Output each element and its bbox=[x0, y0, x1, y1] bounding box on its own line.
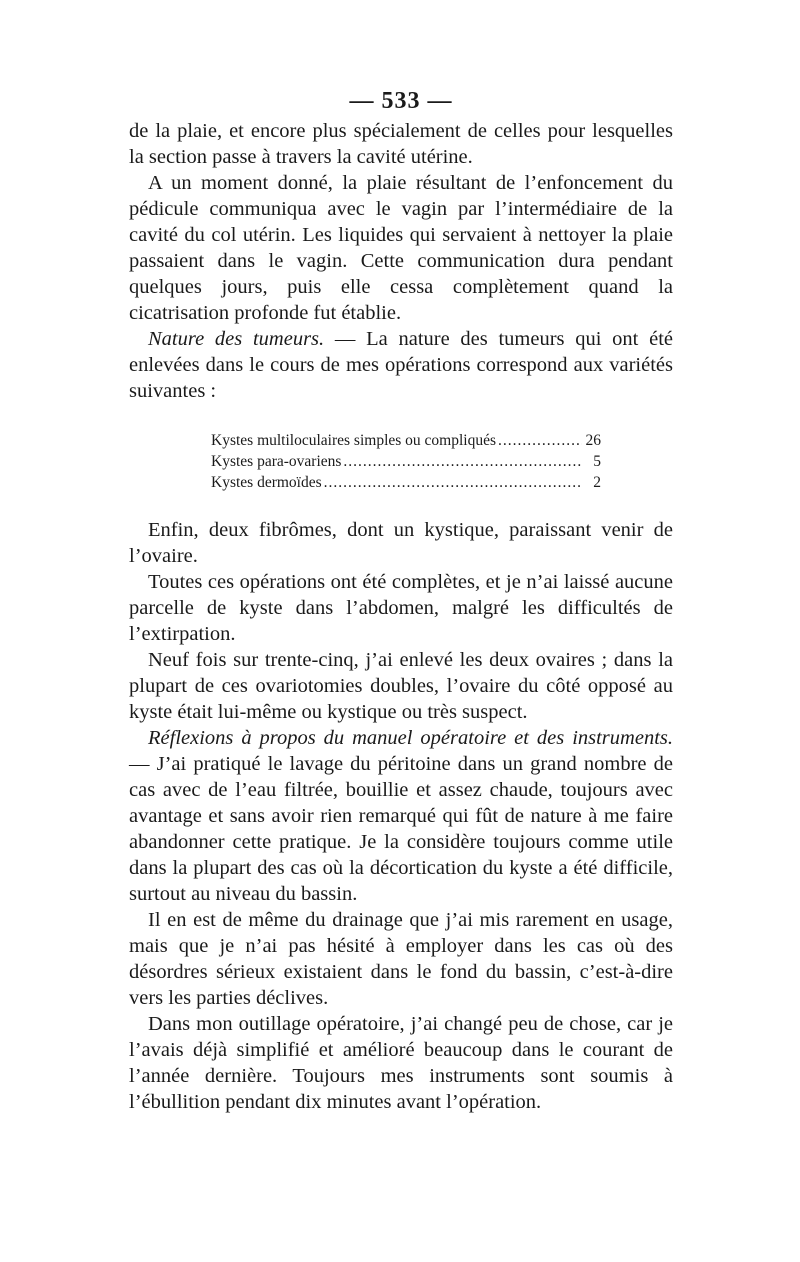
paragraph-double-ovariotomies: Neuf fois sur trente-cinq, j’ai enlevé les deux ovaires ; dans la plupart de ces ovariotomies doubles, l’ovaire du côté opposé au kyste était lui-même ou kystique ou très suspect. bbox=[129, 649, 673, 723]
paragraph-drainage: Il en est de même du drainage que j’ai mis rarement en usage, mais que je n’ai pas hésité à employer dans les cas où des désordres sérieux existaient dans le fond du bassin, c’est-à-dire vers les parties déclives. bbox=[129, 909, 673, 1009]
dot-leader bbox=[324, 472, 583, 493]
tumor-row bbox=[211, 430, 601, 451]
tumor-name: Kystes multiloculaires simples ou compliqués bbox=[211, 432, 496, 449]
section-heading-reflexions: Réflexions à propos du manuel opératoire et des instruments. bbox=[148, 727, 673, 749]
page-number: — 533 — bbox=[349, 88, 453, 114]
paragraph-fibromes: Enfin, deux fibrômes, dont un kystique, paraissant venir de l’ovaire. bbox=[129, 519, 673, 567]
tumor-name: Kystes para-ovariens bbox=[211, 453, 342, 470]
tumor-count: 26 bbox=[585, 432, 601, 449]
body-text bbox=[129, 118, 673, 1115]
tumor-row bbox=[211, 451, 601, 472]
tumor-row bbox=[211, 472, 601, 493]
paragraph-nature-of-tumors bbox=[129, 326, 673, 404]
section-text-nature-des-tumeurs: — La nature des tumeurs qui ont été enlevées dans le cours de mes opérations correspond aux variétés suivantes : bbox=[129, 328, 673, 402]
section-text-reflexions: — J’ai pratiqué le lavage du péritoine dans un grand nombre de cas avec de l’eau filtrée, bouillie et assez chaude, toujours avec avantage et sans avoir rien remarqué qui fût de nature à me faire abandonner cette pratique. Je la considère toujours comme utile dans la plupart des cas où la décortication du kyste a été difficile, surtout au niveau du bassin. bbox=[129, 753, 673, 905]
tumor-type-list bbox=[211, 430, 601, 493]
dot-leader bbox=[343, 451, 583, 472]
paragraph-instruments: Dans mon outillage opératoire, j’ai changé peu de chose, car je l’avais déjà simplifié et amélioré beaucoup dans le courant de l’année dernière. Toujours mes instruments sont soumis à l’ébullition pendant dix minutes avant l’opération. bbox=[129, 1013, 673, 1113]
paragraph-pedicle-communication: A un moment donné, la plaie résultant de l’enfoncement du pédicule communiqua avec le vagin par l’intermédiaire de la cavité du col utérin. Les liquides qui servaient à nettoyer la plaie passaient dans le vagin. Cette communication dura pendant quelques jours, puis elle cessa complètement quand la cicatrisation profonde fut établie. bbox=[129, 172, 673, 324]
paragraph-complete-operations: Toutes ces opérations ont été complètes, et je n’ai laissé aucune parcelle de kyste dans l’abdomen, malgré les difficultés de l’extirpation. bbox=[129, 571, 673, 645]
section-heading-nature-des-tumeurs: Nature des tumeurs. bbox=[148, 328, 325, 350]
paragraph-reflexions bbox=[129, 725, 673, 907]
tumor-name: Kystes dermoïdes bbox=[211, 474, 322, 491]
dot-leader bbox=[498, 430, 582, 451]
tumor-count: 5 bbox=[593, 453, 601, 470]
book-page bbox=[129, 86, 673, 1115]
paragraph-wound-continuation: de la plaie, et encore plus spécialement de celles pour lesquelles la section passe à travers la cavité utérine. bbox=[129, 120, 673, 168]
tumor-count: 2 bbox=[593, 474, 601, 491]
